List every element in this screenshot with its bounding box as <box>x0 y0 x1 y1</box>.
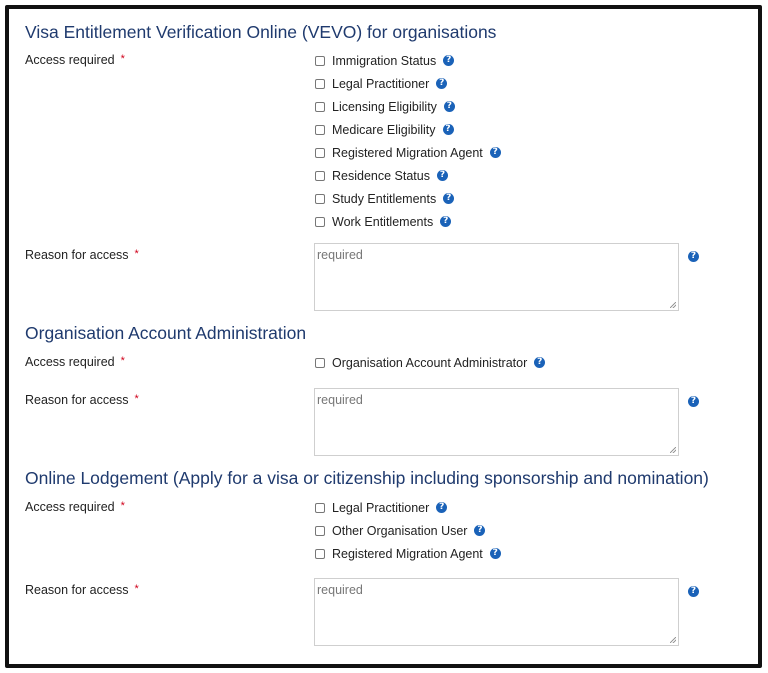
lodgement-reason-label: Reason for access * <box>25 583 139 597</box>
vevo-reason-textarea[interactable] <box>314 243 679 311</box>
checkbox[interactable] <box>315 217 325 227</box>
option-work-entitlements[interactable]: Work Entitlements ? <box>315 210 501 233</box>
checkbox[interactable] <box>315 56 325 66</box>
vevo-access-required-label: Access required * <box>25 53 125 67</box>
section-title-vevo: Visa Entitlement Verification Online (VEVO) for organisations <box>25 22 497 42</box>
help-icon[interactable]: ? <box>688 251 699 262</box>
option-residence-status[interactable]: Residence Status ? <box>315 164 501 187</box>
checkbox[interactable] <box>315 194 325 204</box>
option-legal-practitioner[interactable]: Legal Practitioner ? <box>315 72 501 95</box>
option-medicare-eligibility[interactable]: Medicare Eligibility ? <box>315 118 501 141</box>
checkbox[interactable] <box>315 148 325 158</box>
checkbox[interactable] <box>315 358 325 368</box>
vevo-reason-label: Reason for access * <box>25 248 139 262</box>
placeholder: required <box>317 248 363 262</box>
org-admin-access-required-label: Access required * <box>25 355 125 369</box>
lodgement-access-options <box>315 496 501 565</box>
placeholder: required <box>317 583 363 597</box>
lodgement-reason-textarea[interactable] <box>314 578 679 646</box>
option-registered-migration-agent[interactable]: Registered Migration Agent ? <box>315 141 501 164</box>
checkbox[interactable] <box>315 526 325 536</box>
org-admin-access-options <box>315 351 545 374</box>
help-icon[interactable]: ? <box>490 147 501 158</box>
help-icon[interactable]: ? <box>444 101 455 112</box>
checkbox[interactable] <box>315 549 325 559</box>
checkbox[interactable] <box>315 125 325 135</box>
required-marker: * <box>134 393 139 405</box>
required-marker: * <box>134 583 139 595</box>
option-licensing-eligibility[interactable]: Licensing Eligibility ? <box>315 95 501 118</box>
help-icon[interactable]: ? <box>534 357 545 368</box>
help-icon[interactable]: ? <box>440 216 451 227</box>
resize-handle[interactable] <box>670 302 676 308</box>
help-icon[interactable]: ? <box>474 525 485 536</box>
option-organisation-account-administrator[interactable]: Organisation Account Administrator ? <box>315 351 545 374</box>
org-admin-reason-label: Reason for access * <box>25 393 139 407</box>
option-immigration-status[interactable]: Immigration Status ? <box>315 49 501 72</box>
help-icon[interactable]: ? <box>490 548 501 559</box>
required-marker: * <box>120 500 125 512</box>
help-icon[interactable]: ? <box>688 396 699 407</box>
org-admin-reason-help[interactable] <box>688 390 699 408</box>
required-marker: * <box>120 355 125 367</box>
checkbox[interactable] <box>315 503 325 513</box>
help-icon[interactable]: ? <box>436 502 447 513</box>
option-study-entitlements[interactable]: Study Entitlements ? <box>315 187 501 210</box>
help-icon[interactable]: ? <box>443 193 454 204</box>
help-icon[interactable]: ? <box>436 78 447 89</box>
access-request-form <box>5 5 762 668</box>
required-marker: * <box>134 248 139 260</box>
help-icon[interactable]: ? <box>443 55 454 66</box>
vevo-access-options <box>315 49 501 233</box>
option-registered-migration-agent[interactable]: Registered Migration Agent ? <box>315 542 501 565</box>
checkbox[interactable] <box>315 171 325 181</box>
checkbox[interactable] <box>315 102 325 112</box>
required-marker: * <box>120 53 125 65</box>
lodgement-reason-help[interactable] <box>688 580 699 598</box>
lodgement-access-required-label: Access required * <box>25 500 125 514</box>
resize-handle[interactable] <box>670 637 676 643</box>
option-other-organisation-user[interactable]: Other Organisation User ? <box>315 519 501 542</box>
vevo-reason-help[interactable] <box>688 245 699 263</box>
section-title-org-admin: Organisation Account Administration <box>25 323 307 343</box>
help-icon[interactable]: ? <box>688 586 699 597</box>
resize-handle[interactable] <box>670 447 676 453</box>
checkbox[interactable] <box>315 79 325 89</box>
placeholder: required <box>317 393 363 407</box>
section-title-online-lodgement: Online Lodgement (Apply for a visa or citizenship including sponsorship and nomination) <box>25 468 709 488</box>
help-icon[interactable]: ? <box>443 124 454 135</box>
help-icon[interactable]: ? <box>437 170 448 181</box>
org-admin-reason-textarea[interactable] <box>314 388 679 456</box>
option-legal-practitioner[interactable]: Legal Practitioner ? <box>315 496 501 519</box>
